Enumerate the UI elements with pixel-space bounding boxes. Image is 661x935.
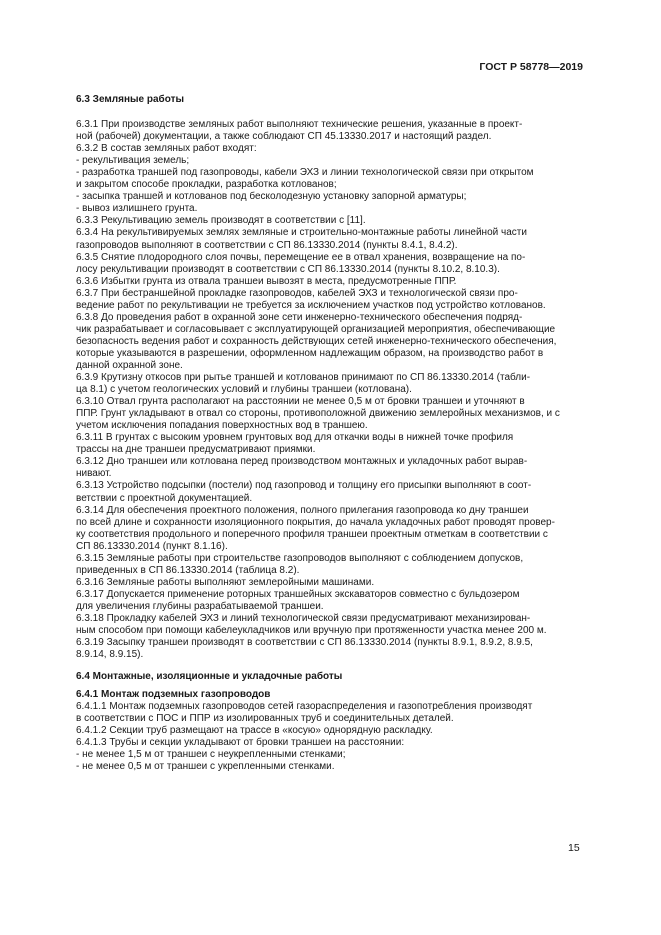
text-line: для увеличения глубины разрабатываемой траншеи. — [76, 600, 324, 612]
text-line: ку соответствия продольного и поперечного профиля траншеи проектным отметкам в соответствии с — [76, 528, 548, 540]
text-line: учетом исключения попадания поверхностных вод в траншею. — [76, 420, 368, 432]
text-line: нивают. — [76, 468, 112, 480]
text-line: - засыпка траншей и котлованов под бесколодезную установку запорной арматуры; — [76, 191, 467, 203]
text-line: - рекультивация земель; — [76, 155, 190, 167]
text-line: 6.3.12 Дно траншеи или котлована перед производством монтажных и укладочных работ вырав- — [76, 456, 528, 468]
text-line: - вывоз излишнего грунта. — [76, 203, 198, 215]
text-line: в соответствии с ПОС и ППР из изолированных труб и соединительных деталей. — [76, 713, 454, 725]
text-line: 6.3.5 Снятие плодородного слоя почвы, перемещение ее в отвал хранения, возвращение на по- — [76, 251, 526, 263]
text-line: 6.3.9 Крутизну откосов при рытье траншей и котлованов принимают по СП 86.13330.2014 (табли- — [76, 372, 531, 384]
text-line: 6.3.2 В состав земляных работ входят: — [76, 143, 257, 155]
text-line: которые указываются в разрешении, оформленном надлежащим образом, на производство работ в — [76, 347, 544, 359]
section-6-3-body — [76, 119, 582, 661]
text-line: трассы на дне траншеи предусматривают приямки. — [76, 444, 316, 456]
section-6-3-title: 6.3 Земляные работы — [76, 94, 185, 105]
page-body — [76, 94, 582, 774]
text-line: 6.3.19 Засыпку траншеи производят в соответствии с СП 86.13330.2014 (пункты 8.9.1, 8.9.2, 8.9.5, — [76, 637, 533, 649]
text-line: - разработка траншей под газопроводы, кабели ЭХЗ и линии технологической связи при открытом — [76, 167, 534, 179]
text-line: лосу рекультивации производят в соответствии с СП 86.13330.2014 (пункты 8.10.2, 8.10.3). — [76, 263, 500, 275]
text-line: - не менее 1,5 м от траншеи с неукрепленными стенками; — [76, 749, 346, 761]
section-6-4-1-body — [76, 701, 582, 773]
text-line: 6.4.1.3 Трубы и секции укладывают от бровки траншеи на расстоянии: — [76, 737, 405, 749]
text-line: 6.3.18 Прокладку кабелей ЭХЗ и линий технологической связи предусматривают механизирован- — [76, 612, 531, 624]
text-line: 6.3.1 При производстве земляных работ выполняют технические решения, указанные в проект- — [76, 119, 523, 131]
text-line: и закрытом способе прокладки, разработка котлованов; — [76, 179, 337, 191]
text-line: СП 86.13330.2014 (пункт 8.1.16). — [76, 540, 228, 552]
text-line: 6.3.7 При бестраншейной прокладке газопроводов, кабелей ЭХЗ и технологической связи про- — [76, 287, 518, 299]
text-line: 6.3.15 Земляные работы при строительстве газопроводов выполняют с соблюдением допусков, — [76, 552, 524, 564]
text-line: данной охранной зоне. — [76, 359, 183, 371]
text-line: 6.3.17 Допускается применение роторных траншейных экскаваторов совместно с бульдозером — [76, 588, 520, 600]
text-line: по всей длине и сохранности изоляционного покрытия, до начала укладочных работ проводят провер- — [76, 516, 555, 528]
page-number: 15 — [568, 842, 580, 854]
text-line: 6.3.16 Земляные работы выполняют землеройными машинами. — [76, 576, 375, 588]
text-line: 6.4.1.1 Монтаж подземных газопроводов сетей газораспределения и газопотребления производят — [76, 701, 533, 713]
text-line: 6.3.4 На рекультивируемых землях земляные и строительно-монтажные работы линейной части — [76, 227, 527, 239]
text-line: 6.3.11 В грунтах с высоким уровнем грунтовых вод для откачки воды в нижней точке профиля — [76, 432, 514, 444]
text-line: - не менее 0,5 м от траншеи с укрепленными стенками. — [76, 761, 335, 773]
text-line: ветствии с проектной документацией. — [76, 492, 253, 504]
text-line: чик разрабатывает и согласовывает с эксплуатирующей организацией мероприятия, обеспечивающие — [76, 323, 556, 335]
text-line: 6.3.13 Устройство подсыпки (постели) под газопровод и толщину его присыпки выполняют в соот- — [76, 480, 532, 492]
text-line: ным способом при помощи кабелеукладчиков или вручную при протяженности участка менее 200 м. — [76, 625, 547, 637]
text-line: 6.4.1.2 Секции труб размещают на трассе в «косую» однорядную раскладку. — [76, 725, 433, 737]
text-line: ца 8.1) с учетом геологических условий и глубины траншеи (котлована). — [76, 384, 412, 396]
text-line: ППР. Грунт укладывают в отвал со стороны, противоположной движению землеройных механизмов, и с — [76, 408, 560, 420]
text-line: 6.3.10 Отвал грунта располагают на расстоянии не менее 0,5 м от бровки траншеи и уточняют в — [76, 396, 525, 408]
text-line: газопроводов выполняют в соответствии с СП 86.13330.2014 (пункты 8.4.1, 8.4.2). — [76, 239, 458, 251]
section-6-4-1-title: 6.4.1 Монтаж подземных газопроводов — [76, 689, 271, 701]
text-line: безопасность ведения работ и сохранность действующих сетей инженерно-технического обеспечения, — [76, 335, 557, 347]
text-line: 6.3.8 До проведения работ в охранной зоне сети инженерно-технического обеспечения подряд- — [76, 311, 523, 323]
section-6-4-title: 6.4 Монтажные, изоляционные и укладочные работы — [76, 671, 343, 683]
text-line: 8.9.14, 8.9.15). — [76, 649, 144, 661]
text-line: 6.3.3 Рекультивацию земель производят в соответствии с [11]. — [76, 215, 366, 227]
text-line: приведенных в СП 86.13330.2014 (таблица 8.2). — [76, 564, 300, 576]
document-code: ГОСТ Р 58778—2019 — [479, 61, 583, 73]
text-line: 6.3.14 Для обеспечения проектного положения, полного прилегания газопровода ко дну траншеи — [76, 504, 529, 516]
text-line: ведение работ по рекультивации не требуется за исключением участков под устройство котлованов. — [76, 299, 546, 311]
text-line: ной (рабочей) документации, а также соблюдают СП 45.13330.2017 и настоящий раздел. — [76, 131, 492, 143]
text-line: 6.3.6 Избытки грунта из отвала траншеи вывозят в места, предусмотренные ППР. — [76, 275, 457, 287]
